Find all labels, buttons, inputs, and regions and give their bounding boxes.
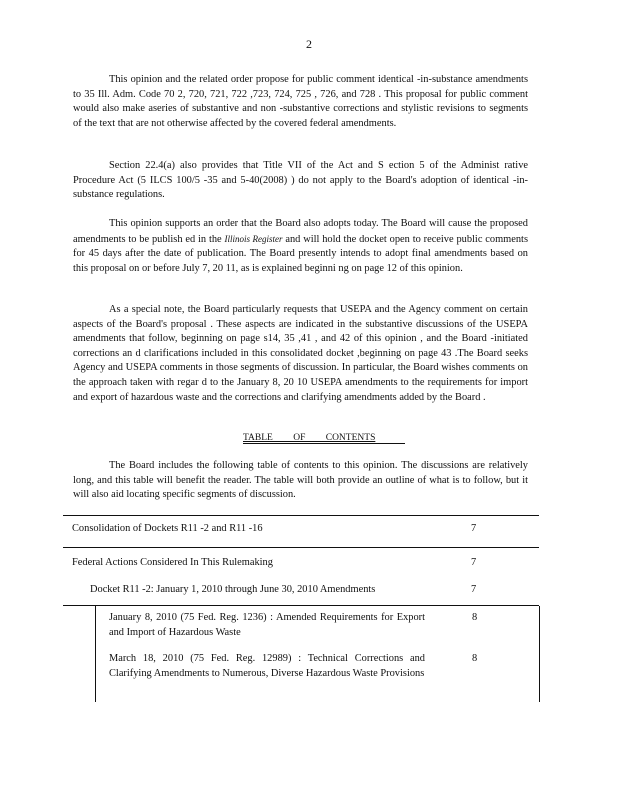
- toc-entry-label: Federal Actions Considered In This Rulemaking: [72, 557, 273, 568]
- toc-entry-page: 7: [471, 557, 477, 568]
- toc-subsection: [95, 606, 540, 702]
- toc-row: [63, 515, 539, 548]
- toc-row: [96, 606, 540, 648]
- paragraph-text: This opinion supports an order that the Board also adopts today. The Board will cause the proposed amendments to be publish ed in the: [73, 218, 528, 245]
- toc-row: [96, 648, 540, 702]
- paragraph-toc-intro: The Board includes the following table of contents to this opinion. The discussions are relatively long, and this table will benefit the reader. The table will both provide an outline of what is to follow, but it will also aid locating specific segments of discussion.: [73, 460, 528, 501]
- paragraph-section-22-4: Section 22.4(a) also provides that Title VII of the Act and S ection 5 of the Administ rative Procedure Act (5 ILCS 100/5 -35 and 5-40(2008) ) do not apply to the Board's adoption of identical -in- substance regulations.: [73, 160, 528, 201]
- toc-entry-page: 8: [472, 653, 478, 664]
- toc-entry-page: 7: [471, 584, 477, 595]
- paragraph-public-comment: [73, 217, 528, 276]
- toc-entry-label: March 18, 2010 (75 Fed. Reg. 12989) : Technical Corrections and Clarifying Amendments to Numerous, Diverse Hazardous Waste Provisions: [109, 653, 425, 679]
- paragraph-text: and will hold the docket open to receive public comments for 45 days after the date of publication. The Board presently intends to adopt final amendments based on this proposal on or before July 7, 20 11, as is explained beginni ng on page 12 of this opinion.: [73, 233, 528, 274]
- toc-entry-page: 8: [472, 612, 478, 623]
- toc-entry-label: Consolidation of Dockets R11 -2 and R11 -16: [72, 523, 263, 534]
- toc-heading: TABLE OF CONTENTS: [243, 433, 405, 444]
- toc-entry-page: 7: [471, 523, 477, 534]
- page-number: 2: [306, 37, 312, 51]
- toc-entry-label: January 8, 2010 (75 Fed. Reg. 1236) : Amended Requirements for Export and Import of Hazardous Waste: [109, 612, 425, 638]
- toc-entry-label: Docket R11 -2: January 1, 2010 through June 30, 2010 Amendments: [90, 584, 376, 595]
- toc-row: [63, 548, 539, 581]
- paragraph-special-note: As a special note, the Board particularly requests that USEPA and the Agency comment on certain aspects of the Board's proposal . These aspects are indicated in the substantive discussions of the USEPA amendments that follow, beginning on page s14, 35 ,41 , and 42 of this opinion , and the Board -initiated corrections an d clarifications included in this consolidated docket ,beginning on page 43 .The Board seeks Agency and USEPA comments in those segments of discussion. In particular, the Board wishes comments on the approach taken with regar d to the January 8, 20 10 USEPA amendments to the requirements for import and export of hazardous waste and the corrections and clarifying amendments added by the Board .: [73, 304, 528, 403]
- table-of-contents: [63, 515, 539, 702]
- illinois-register-italic: Illinois Register: [224, 233, 283, 244]
- toc-row: [63, 581, 539, 606]
- paragraph-proposal-scope: This opinion and the related order propose for public comment identical -in-substance amendments to 35 Ill. Adm. Code 70 2, 720, 721, 722 ,723, 724, 725 , 726, and 728 . This proposal for public comment would also make aseries of substantive and non -substantive corrections and stylistic revisions to segments of the text that are not otherwise affected by the covered federal amendments.: [73, 74, 528, 129]
